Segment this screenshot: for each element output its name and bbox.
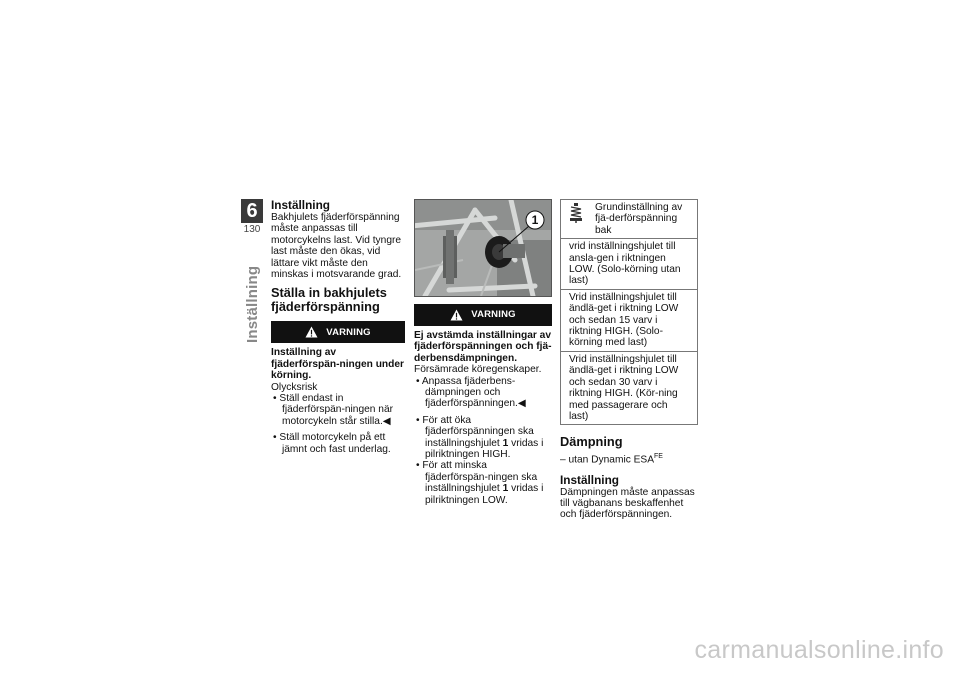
chapter-number: 6	[241, 199, 263, 223]
warning-triangle-icon	[305, 326, 318, 338]
side-chapter-title: Inställning	[244, 265, 261, 343]
warning-text-2: Försämrade köregenskaper.	[414, 364, 542, 376]
intro-text: Bakhjulets fjäderförspänning måste anpassas till motorcykelns last. Vid tyngre last måste den ökas, vid lättare vikt måste den minskas i motsvarande grad.	[271, 212, 402, 281]
column-1	[271, 199, 405, 455]
heading-dampning: Dämpning	[560, 434, 623, 450]
table-header-text: Grundinställning av fjä-derförspänning bak	[595, 202, 683, 236]
heading-installning-2: Inställning	[560, 472, 619, 487]
warning-title-2: Ej avstämda inställningar av fjäderförspänningen och fjä-derbensdämpningen.	[414, 330, 552, 364]
setting-text: Dämpningen måste anpassas till vägbanans beskaffenhet och fjäderförspänningen.	[560, 486, 695, 521]
bullet-item: • Ställ motorcykeln på ett jämnt och fast underlag.	[273, 432, 391, 455]
variant-note	[560, 451, 698, 466]
settings-table	[560, 199, 698, 425]
warning-label-2: VARNING	[471, 309, 516, 321]
bullet-text: För att öka fjäderförspänningen ska inställningshjulet	[422, 414, 534, 449]
suspension-photo	[414, 199, 552, 297]
note-superscript: FE	[654, 452, 663, 460]
note-text: utan Dynamic ESA	[568, 454, 655, 466]
watermark-text: carmanualsonline.info	[694, 636, 944, 664]
note-dash: –	[560, 454, 566, 466]
bullet-text: vridas i pilriktningen LOW.	[425, 483, 544, 506]
bullet-item: • För att öka fjäderförspänningen ska inställningshjulet 1 vridas i pilriktningen HIGH.	[416, 414, 544, 461]
table-header	[561, 200, 697, 238]
bullet-text: För att minska fjäderförspän-ningen ska inställningshjulet	[422, 460, 538, 495]
column-2	[414, 199, 552, 506]
heading-installning: Inställning	[271, 198, 330, 212]
page-number: 130	[243, 224, 261, 235]
warning-label-1: VARNING	[326, 326, 371, 338]
table-row: vrid inställningshjulet till ansla-gen i riktningen LOW. (Solo-körning utan last)	[561, 238, 697, 289]
bullet-item: • För att minska fjäderförspän-ningen ska inställningshjulet 1 vridas i pilriktningen LOW.	[416, 460, 544, 506]
bullet-text: Anpassa fjäderbens-dämpningen och fjäderförspänningen.◀	[421, 375, 526, 410]
heading-stalla-in: Ställa in bakhjulets fjäderförspänning	[271, 285, 387, 314]
warning-title-1: Inställning av fjäderförspän-ningen under körning.	[271, 347, 405, 382]
warning-risk-1: Olycksrisk	[271, 381, 318, 393]
spring-adjust-icon	[567, 203, 585, 223]
photo-callout-1: 1	[531, 213, 539, 227]
ref-number-1: 1	[502, 483, 509, 495]
bullet-text: Ställ motorcykeln på ett jämnt och fast underlag.	[279, 432, 391, 455]
bullet-item: • Anpassa fjäderbens-dämpningen och fjäderförspänningen.◀	[416, 375, 526, 410]
table-row: Vrid inställningshjulet till ändlä-get i riktning LOW och sedan 15 varv i riktning HIGH. (Solo-körning med last)	[561, 289, 697, 351]
warning-banner-1	[271, 321, 405, 343]
column-3	[560, 199, 698, 521]
warning-banner-2	[414, 304, 552, 326]
table-row: Vrid inställningshjulet till ändlä-get i riktning LOW och sedan 30 varv i riktning HIGH. (Kör-ning med passagerare och last)	[561, 351, 697, 424]
bullet-text: vridas i pilriktningen HIGH.	[425, 437, 544, 461]
ref-number-1: 1	[502, 437, 509, 449]
warning-triangle-icon	[450, 309, 463, 321]
bullet-item: • Ställ endast in fjäderförspän-ningen när motorcykeln står stilla.◀	[273, 393, 394, 427]
bullet-text: Ställ endast in fjäderförspän-ningen när motorcykeln står stilla.◀	[279, 393, 394, 427]
